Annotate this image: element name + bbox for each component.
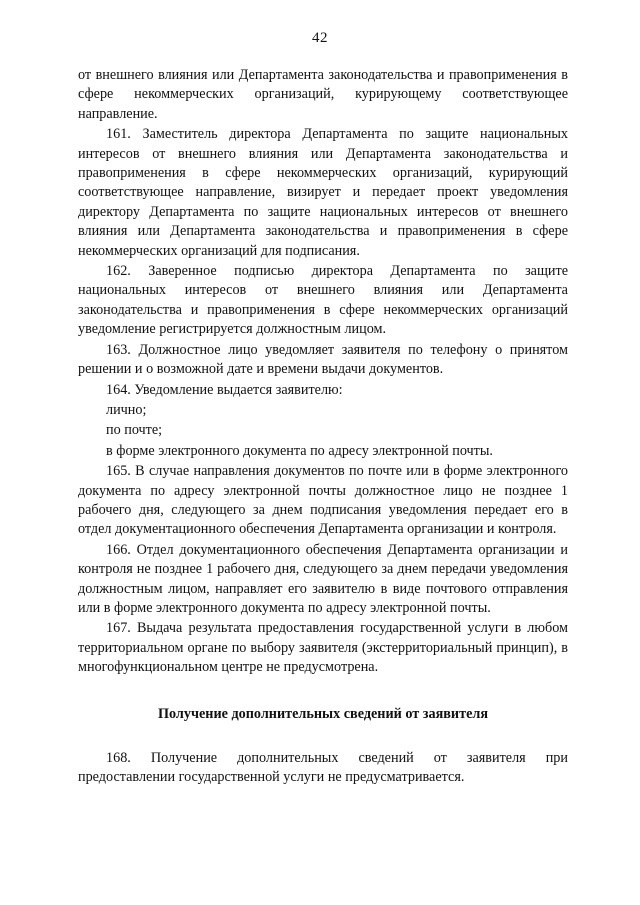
list-item-in-person: лично; bbox=[106, 401, 147, 418]
paragraph-162: 162. Заверенное подписью директора Департамента по защите национальных интересов от внешнего влияния или Департамента законодательства и правоприменения в сфере некоммерческих организаций уведомление регистрируется должностным лицом. bbox=[78, 263, 568, 338]
list-item-by-mail: по почте; bbox=[106, 422, 163, 439]
paragraph-161: 161. Заместитель директора Департамента по защите национальных интересов от внешнего влияния или Департамента законодательства и правоприменения в сфере некоммерческих организаций, курирующий соответствующее направление, визирует и передает проект уведомления директору Департамента по защите национальных интересов от внешнего влияния или Департамента законодательства и правоприменения в сфере некоммерческих организаций для подписания. bbox=[78, 126, 568, 259]
paragraph-163: 163. Должностное лицо уведомляет заявителя по телефону о принятом решении и о возможной дате и времени выдачи документов. bbox=[78, 341, 568, 378]
page-number: 42 bbox=[312, 30, 328, 46]
paragraph-167: 167. Выдача результата предоставления государственной услуги в любом территориальном органе по выбору заявителя (экстерриториальный принцип), в многофункциональном центре не предусмотрена. bbox=[78, 620, 568, 676]
paragraph-165: 165. В случае направления документов по почте или в форме электронного документа по адресу электронной почты должностное лицо не позднее 1 рабочего дня, следующего за днем подписания уведомления передает его в отдел документационного обеспечения Департамента организации и контроля. bbox=[78, 463, 568, 538]
paragraph-164: 164. Уведомление выдается заявителю: bbox=[106, 381, 343, 398]
paragraph-continuation: от внешнего влияния или Департамента законодательства и правоприменения в сфере некоммерческих организаций, курирующему соответствующее направление. bbox=[78, 67, 568, 122]
list-item-electronic: в форме электронного документа по адресу электронной почты. bbox=[106, 442, 493, 459]
page-content bbox=[78, 66, 568, 788]
paragraph-168: 168. Получение дополнительных сведений от заявителя при предоставлении государственной услуги не предусматривается. bbox=[78, 749, 568, 785]
section-heading: Получение дополнительных сведений от заявителя bbox=[157, 705, 488, 722]
paragraph-166: 166. Отдел документационного обеспечения Департамента организации и контроля не позднее 1 рабочего дня, следующего за днем передачи уведомления должностным лицом, направляет его заявителю в виде почтового отправления или в форме электронного документа по адресу электронной почты. bbox=[78, 541, 568, 616]
